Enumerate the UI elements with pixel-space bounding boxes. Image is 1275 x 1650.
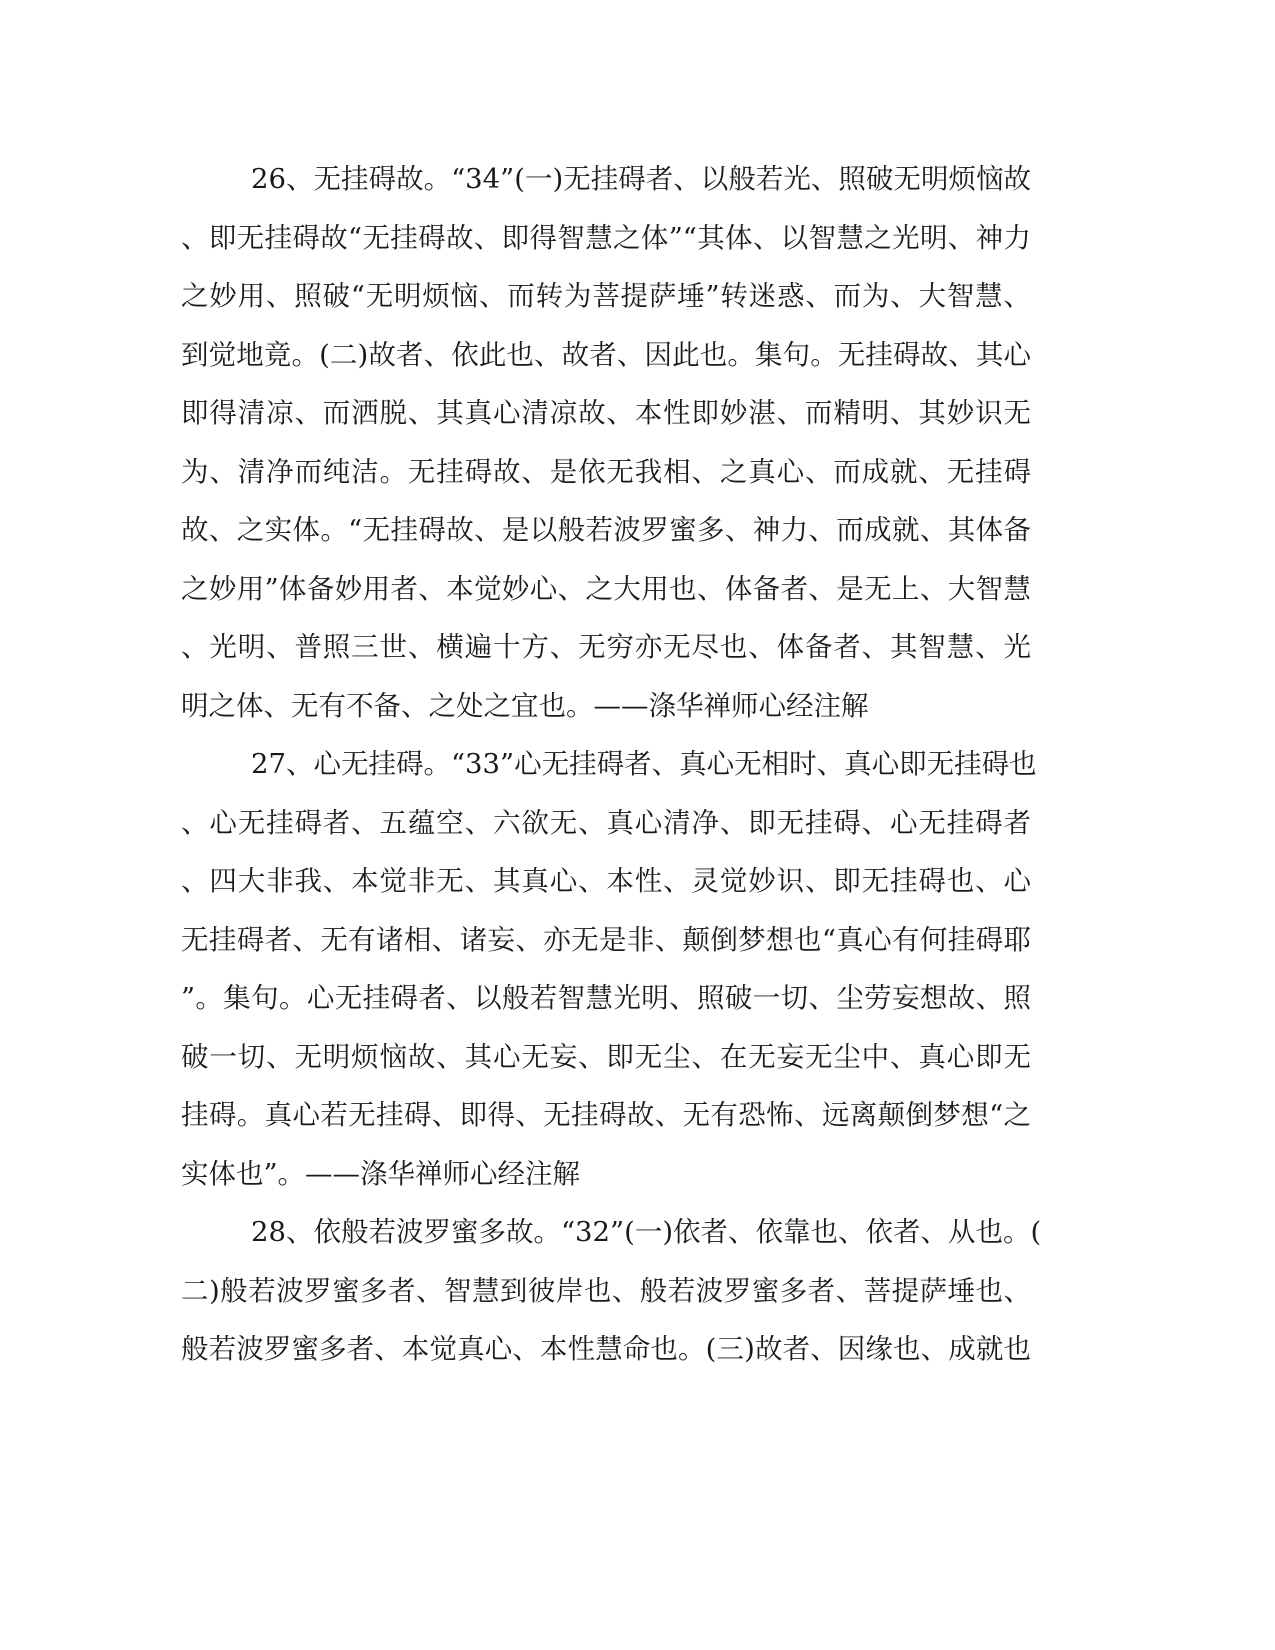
text-line: 无挂碍者、无有诸相、诸妄、亦无是非、颠倒梦想也“真心有何挂碍耶	[181, 923, 1031, 956]
text-line: 实体也”。——涤华禅师心经注解	[181, 1157, 581, 1190]
text-line: 即得清凉、而洒脱、其真心清凉故、本性即妙湛、而精明、其妙识无	[181, 397, 1031, 429]
text-line: 26、无挂碍故。“34”(一)无挂碍者、以般若光、照破无明烦恼故	[251, 163, 1031, 195]
paragraph-26	[181, 150, 1031, 735]
text-line: 为、清净而纯洁。无挂碍故、是依无我相、之真心、而成就、无挂碍	[181, 455, 1031, 488]
text-line: 、光明、普照三世、横遍十方、无穷亦无尽也、体备者、其智慧、光	[181, 631, 1031, 663]
document-body	[181, 150, 1042, 1379]
text-line: ”。集句。心无挂碍者、以般若智慧光明、照破一切、尘劳妄想故、照	[181, 982, 1031, 1014]
text-line: 27、心无挂碍。“33”心无挂碍者、真心无相时、真心即无挂碍也	[251, 748, 1037, 780]
text-line: 28、依般若波罗蜜多故。“32”(一)依者、依靠也、依者、从也。(	[251, 1216, 1042, 1248]
text-line: 之妙用”体备妙用者、本觉妙心、之大用也、体备者、是无上、大智慧	[181, 572, 1031, 605]
text-line: 明之体、无有不备、之处之宜也。——涤华禅师心经注解	[181, 689, 869, 722]
text-line: 到觉地竟。(二)故者、依此也、故者、因此也。集句。无挂碍故、其心	[181, 338, 1031, 371]
text-line: 、四大非我、本觉非无、其真心、本性、灵觉妙识、即无挂碍也、心	[181, 865, 1031, 897]
text-line: 、心无挂碍者、五蕴空、六欲无、真心清净、即无挂碍、心无挂碍者	[181, 806, 1031, 839]
text-line: 故、之实体。“无挂碍故、是以般若波罗蜜多、神力、而成就、其体备	[181, 514, 1031, 546]
text-line: 般若波罗蜜多者、本觉真心、本性慧命也。(三)故者、因缘也、成就也	[181, 1333, 1031, 1365]
text-line: 二)般若波罗蜜多者、智慧到彼岸也、般若波罗蜜多者、菩提萨埵也、	[181, 1274, 1031, 1307]
text-line: 挂碍。真心若无挂碍、即得、无挂碍故、无有恐怖、远离颠倒梦想“之	[181, 1099, 1031, 1131]
text-line: 之妙用、照破“无明烦恼、而转为菩提萨埵”转迷惑、而为、大智慧、	[181, 280, 1031, 312]
text-line: 、即无挂碍故“无挂碍故、即得智慧之体”“其体、以智慧之光明、神力	[181, 221, 1031, 254]
paragraph-27	[181, 735, 1037, 1203]
paragraph-28	[181, 1203, 1042, 1379]
text-line: 破一切、无明烦恼故、其心无妄、即无尘、在无妄无尘中、真心即无	[181, 1040, 1031, 1073]
